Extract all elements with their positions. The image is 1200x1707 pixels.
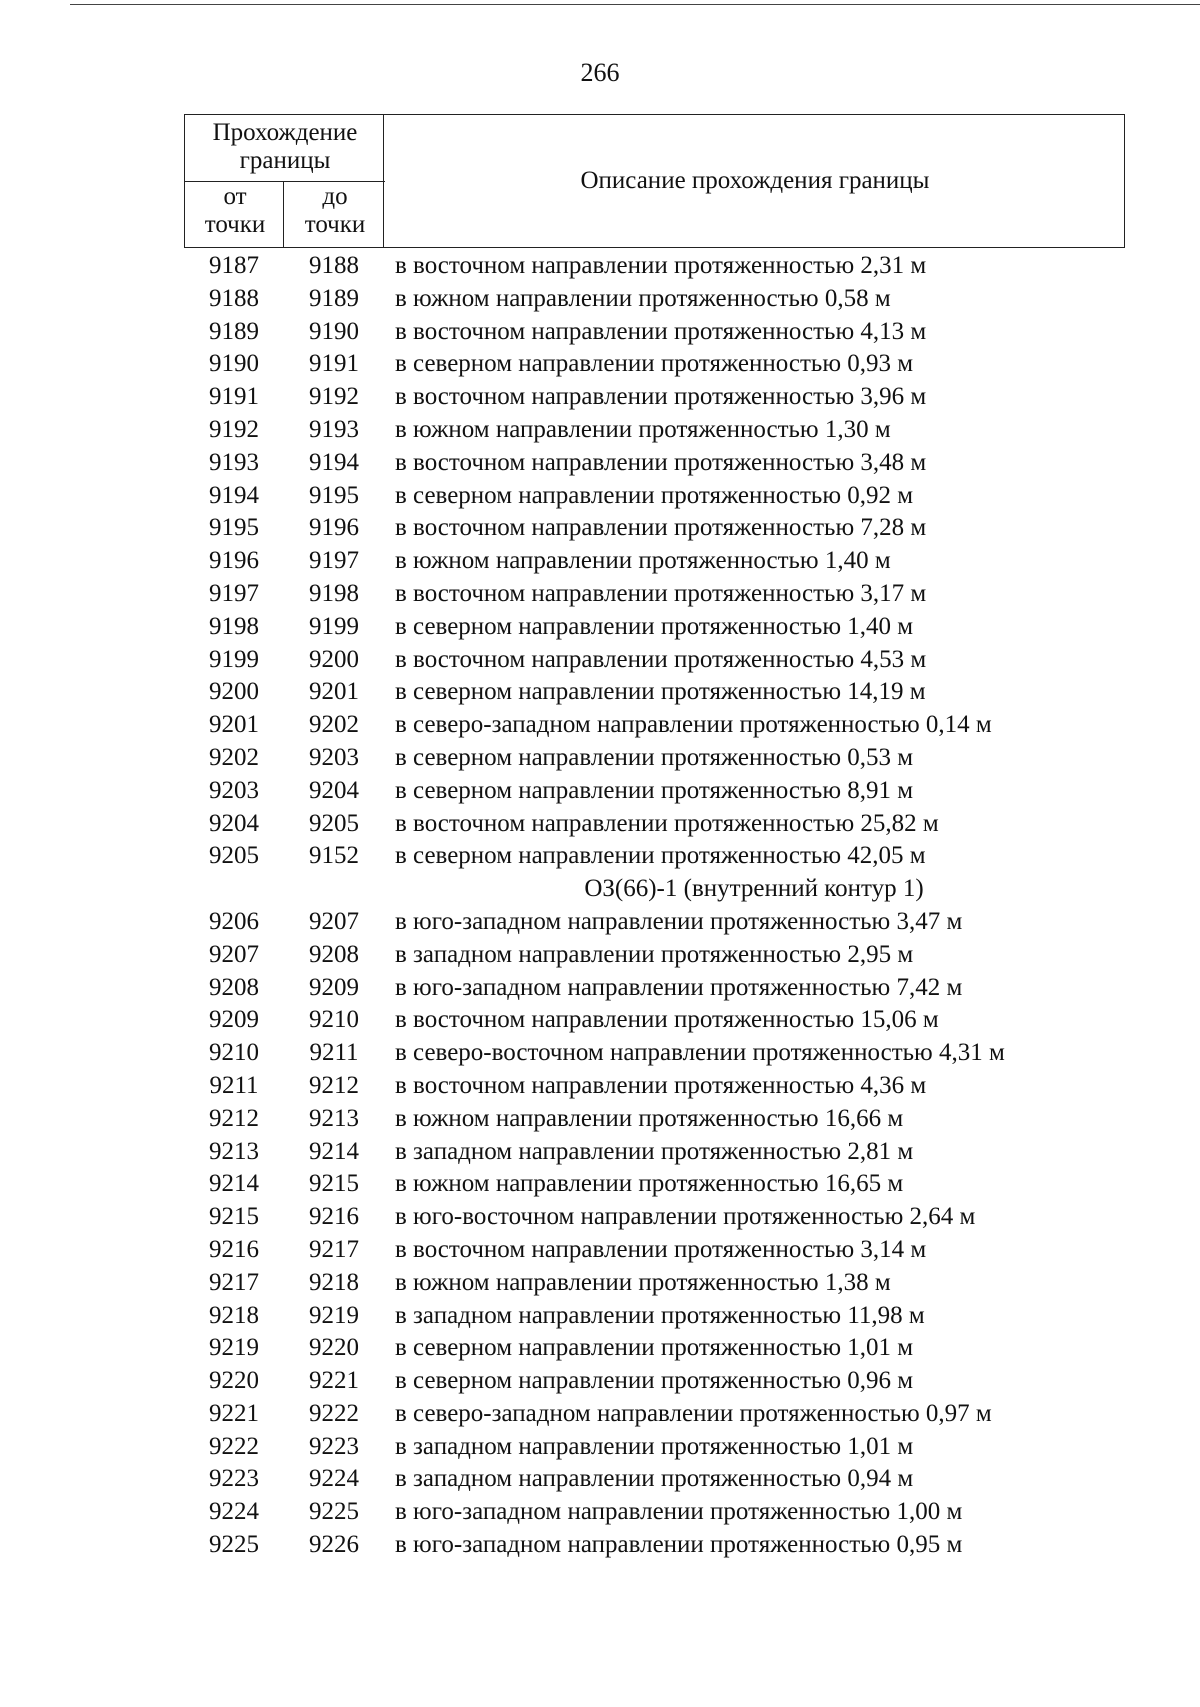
row-from-point: 9190 <box>209 350 259 378</box>
row-to-point: 9214 <box>309 1137 359 1165</box>
row-description: в юго-западном направлении протяженностью 7,42 м <box>395 973 963 1001</box>
header-description <box>385 115 1125 247</box>
table-row <box>0 1332 1200 1365</box>
page-number: 266 <box>580 58 620 87</box>
row-from-point: 9204 <box>209 809 259 837</box>
table-row <box>0 972 1200 1005</box>
table-row <box>0 611 1200 644</box>
row-to-point: 9221 <box>309 1367 359 1395</box>
row-from-point: 9192 <box>209 415 259 443</box>
table-row <box>0 709 1200 742</box>
row-description: в южном направлении протяженностью 1,30 м <box>395 415 891 443</box>
row-to-point: 9192 <box>309 383 359 411</box>
row-description: в западном направлении протяженностью 2,81 м <box>395 1137 914 1165</box>
row-description: в северном направлении протяженностью 1,01 м <box>395 1334 914 1362</box>
row-to-point: 9217 <box>309 1235 359 1263</box>
row-from-point: 9225 <box>209 1531 259 1559</box>
row-from-point: 9222 <box>209 1432 259 1460</box>
row-from-point: 9193 <box>209 448 259 476</box>
header-passage-line1: Прохождение <box>212 119 358 146</box>
row-from-point: 9196 <box>209 547 259 575</box>
row-description: в восточном направлении протяженностью 3,96 м <box>395 383 927 411</box>
table-row <box>0 1136 1200 1169</box>
row-description: в юго-западном направлении протяженностью 3,47 м <box>395 907 963 935</box>
row-from-point: 9195 <box>209 514 259 542</box>
row-description: в северном направлении протяженностью 42,05 м <box>395 842 926 870</box>
table-row <box>0 447 1200 480</box>
row-description: в западном направлении протяженностью 1,01 м <box>395 1432 914 1460</box>
row-description: в северном направлении протяженностью 0,92 м <box>395 481 914 509</box>
table-row <box>0 1168 1200 1201</box>
row-from-point: 9188 <box>209 284 259 312</box>
table-row <box>0 381 1200 414</box>
row-to-point: 9226 <box>309 1531 359 1559</box>
row-to-point: 9196 <box>309 514 359 542</box>
table-header <box>184 114 1125 248</box>
row-description: в юго-западном направлении протяженностью 0,95 м <box>395 1531 963 1559</box>
table-row <box>0 250 1200 283</box>
row-description: в восточном направлении протяженностью 4,36 м <box>395 1071 927 1099</box>
row-from-point: 9199 <box>209 645 259 673</box>
table-row <box>0 414 1200 447</box>
row-from-point: 9187 <box>209 252 259 279</box>
row-to-point: 9197 <box>309 547 359 575</box>
top-rule <box>70 4 1200 5</box>
row-to-point: 9201 <box>309 678 359 706</box>
row-to-point: 9219 <box>309 1301 359 1329</box>
row-to-point: 9216 <box>309 1203 359 1231</box>
row-description: в северном направлении протяженностью 0,96 м <box>395 1367 914 1395</box>
row-from-point: 9203 <box>209 776 259 804</box>
row-description: в восточном направлении протяженностью 4,13 м <box>395 317 927 345</box>
table-row <box>0 1201 1200 1234</box>
row-to-point: 9189 <box>309 284 359 312</box>
header-description-text: Описание прохождения границы <box>580 167 930 194</box>
row-description: в северном направлении протяженностью 14,19 м <box>395 678 926 706</box>
row-description: в восточном направлении протяженностью 25,82 м <box>395 809 939 837</box>
row-to-point: 9188 <box>309 252 359 279</box>
table-row <box>0 1496 1200 1529</box>
row-from-point: 9198 <box>209 612 259 640</box>
row-description: в южном направлении протяженностью 0,58 м <box>395 284 891 312</box>
header-to-line1: до <box>322 183 348 210</box>
row-from-point: 9221 <box>209 1399 259 1427</box>
row-description: в восточном направлении протяженностью 15,06 м <box>395 1006 939 1034</box>
table-row <box>0 1431 1200 1464</box>
row-description: в северо-восточном направлении протяженностью 4,31 м <box>395 1039 1005 1067</box>
row-to-point: 9225 <box>309 1498 359 1526</box>
section-title-text: ОЗ(66)-1 (внутренний контур 1) <box>584 875 924 903</box>
row-from-point: 9213 <box>209 1137 259 1165</box>
row-description: в восточном направлении протяженностью 4,53 м <box>395 645 927 673</box>
table-row <box>0 1037 1200 1070</box>
row-to-point: 9203 <box>309 743 359 771</box>
header-to-line2: точки <box>304 211 366 238</box>
header-from-line1: от <box>223 183 247 210</box>
row-description: в восточном направлении протяженностью 3,48 м <box>395 448 927 476</box>
table-body <box>0 250 1200 1562</box>
row-to-point: 9199 <box>309 612 359 640</box>
table-row <box>0 1267 1200 1300</box>
row-to-point: 9213 <box>309 1104 359 1132</box>
row-from-point: 9217 <box>209 1268 259 1296</box>
row-to-point: 9210 <box>309 1006 359 1034</box>
table-row <box>0 512 1200 545</box>
row-to-point: 9211 <box>309 1039 359 1067</box>
row-from-point: 9189 <box>209 317 259 345</box>
header-passage-line2: границы <box>239 147 331 174</box>
row-to-point: 9207 <box>309 907 359 935</box>
row-from-point: 9210 <box>209 1039 259 1067</box>
table-row <box>0 1529 1200 1562</box>
section-title <box>0 873 1200 906</box>
row-description: в восточном направлении протяженностью 7,28 м <box>395 514 927 542</box>
table-row <box>0 1398 1200 1431</box>
row-description: в южном направлении протяженностью 1,38 м <box>395 1268 891 1296</box>
table-row <box>0 545 1200 578</box>
row-to-point: 9198 <box>309 579 359 607</box>
row-from-point: 9206 <box>209 907 259 935</box>
row-to-point: 9208 <box>309 940 359 968</box>
table-row <box>0 644 1200 677</box>
row-from-point: 9197 <box>209 579 259 607</box>
row-to-point: 9220 <box>309 1334 359 1362</box>
row-from-point: 9215 <box>209 1203 259 1231</box>
row-to-point: 9152 <box>309 842 359 870</box>
row-from-point: 9202 <box>209 743 259 771</box>
row-from-point: 9218 <box>209 1301 259 1329</box>
row-to-point: 9222 <box>309 1399 359 1427</box>
table-row <box>0 1004 1200 1037</box>
table-row <box>0 840 1200 873</box>
row-description: в северном направлении протяженностью 8,91 м <box>395 776 914 804</box>
table-row <box>0 1463 1200 1496</box>
table-row <box>0 775 1200 808</box>
header-to-point <box>285 183 385 247</box>
row-from-point: 9223 <box>209 1465 259 1493</box>
row-description: в западном направлении протяженностью 0,94 м <box>395 1465 914 1493</box>
table-row <box>0 348 1200 381</box>
table-row <box>0 1103 1200 1136</box>
row-description: в юго-восточном направлении протяженностью 2,64 м <box>395 1203 976 1231</box>
row-from-point: 9216 <box>209 1235 259 1263</box>
row-description: в южном направлении протяженностью 1,40 м <box>395 547 891 575</box>
table-row <box>0 578 1200 611</box>
rows-group-main <box>0 250 1200 873</box>
row-to-point: 9193 <box>309 415 359 443</box>
row-from-point: 9200 <box>209 678 259 706</box>
row-from-point: 9191 <box>209 383 259 411</box>
row-to-point: 9190 <box>309 317 359 345</box>
table-row <box>0 1070 1200 1103</box>
row-description: в северном направлении протяженностью 0,93 м <box>395 350 914 378</box>
table-row <box>0 283 1200 316</box>
row-from-point: 9194 <box>209 481 259 509</box>
row-description: в южном направлении протяженностью 16,66 м <box>395 1104 904 1132</box>
row-to-point: 9218 <box>309 1268 359 1296</box>
row-from-point: 9209 <box>209 1006 259 1034</box>
table-row <box>0 939 1200 972</box>
row-to-point: 9205 <box>309 809 359 837</box>
row-to-point: 9215 <box>309 1170 359 1198</box>
row-description: в северном направлении протяженностью 1,40 м <box>395 612 914 640</box>
table-row <box>0 1300 1200 1333</box>
row-from-point: 9219 <box>209 1334 259 1362</box>
row-from-point: 9220 <box>209 1367 259 1395</box>
row-description: в западном направлении протяженностью 11,98 м <box>395 1301 925 1329</box>
row-from-point: 9224 <box>209 1498 259 1526</box>
row-description: в восточном направлении протяженностью 2,31 м <box>395 252 927 279</box>
header-from-point <box>185 183 285 247</box>
row-from-point: 9211 <box>209 1071 259 1099</box>
row-description: в северо-западном направлении протяженностью 0,97 м <box>395 1399 992 1427</box>
row-description: в восточном направлении протяженностью 3,17 м <box>395 579 927 607</box>
row-to-point: 9209 <box>309 973 359 1001</box>
row-to-point: 9204 <box>309 776 359 804</box>
row-from-point: 9212 <box>209 1104 259 1132</box>
table-row <box>0 316 1200 349</box>
row-from-point: 9208 <box>209 973 259 1001</box>
row-to-point: 9200 <box>309 645 359 673</box>
row-description: в юго-западном направлении протяженностью 1,00 м <box>395 1498 963 1526</box>
header-divider-passage <box>185 181 385 182</box>
table-row <box>0 480 1200 513</box>
row-to-point: 9195 <box>309 481 359 509</box>
row-description: в южном направлении протяженностью 16,65 м <box>395 1170 904 1198</box>
row-description: в северном направлении протяженностью 0,53 м <box>395 743 914 771</box>
rows-group-inner-contour <box>0 906 1200 1562</box>
row-from-point: 9201 <box>209 711 259 739</box>
row-to-point: 9194 <box>309 448 359 476</box>
table-row <box>0 808 1200 841</box>
row-from-point: 9205 <box>209 842 259 870</box>
row-description: в северо-западном направлении протяженностью 0,14 м <box>395 711 992 739</box>
header-from-line2: точки <box>204 211 266 238</box>
table-row <box>0 1365 1200 1398</box>
row-to-point: 9191 <box>309 350 359 378</box>
row-to-point: 9223 <box>309 1432 359 1460</box>
row-description: в восточном направлении протяженностью 3,14 м <box>395 1235 927 1263</box>
row-description: в западном направлении протяженностью 2,95 м <box>395 940 914 968</box>
row-to-point: 9202 <box>309 711 359 739</box>
header-passage <box>185 119 385 181</box>
table-row <box>0 1234 1200 1267</box>
table-row <box>0 676 1200 709</box>
row-to-point: 9212 <box>309 1071 359 1099</box>
table-row <box>0 906 1200 939</box>
row-from-point: 9214 <box>209 1170 259 1198</box>
row-to-point: 9224 <box>309 1465 359 1493</box>
row-from-point: 9207 <box>209 940 259 968</box>
table-row <box>0 742 1200 775</box>
